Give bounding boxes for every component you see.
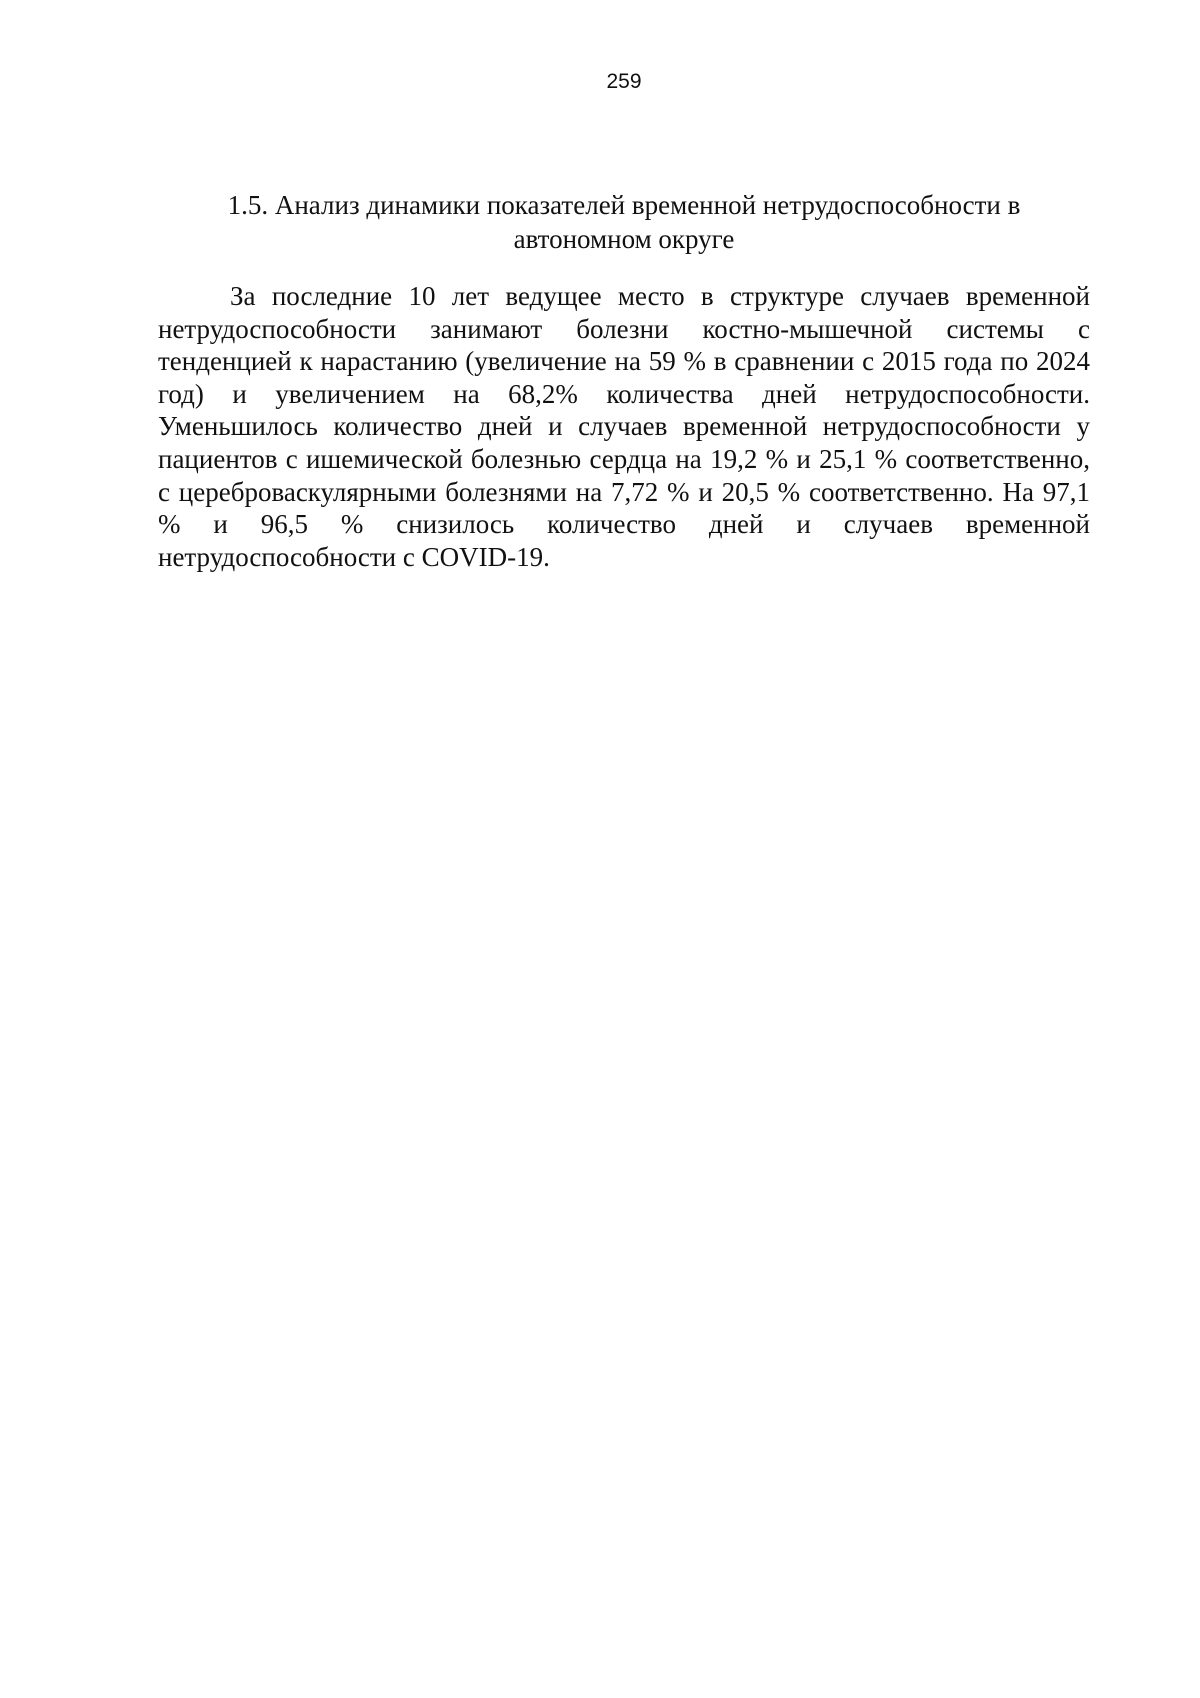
section-heading: 1.5. Анализ динамики показателей временной нетрудоспособности в автономном округе (227, 190, 1021, 254)
body-paragraph: За последние 10 лет ведущее место в структуре случаев временной нетрудоспособности занимают болезни костно-мышечной системы с тенденцией к нарастанию (увеличение на 59 % в сравнении с 2015 года по 2024 год) и увеличением на 68,2% количества дней нетрудоспособности. Уменьшилось количество дней и случаев временной нетрудоспособности у пациентов с ишемической болезнью сердца на 19,2 % и 25,1 % соответственно, с цереброваскулярными болезнями на 7,72 % и 20,5 % соответственно. На 97,1 % и 96,5 % снизилось количество дней и случаев временной нетрудоспособности с COVID-19. (158, 281, 1090, 572)
page-number: 259 (606, 70, 642, 93)
